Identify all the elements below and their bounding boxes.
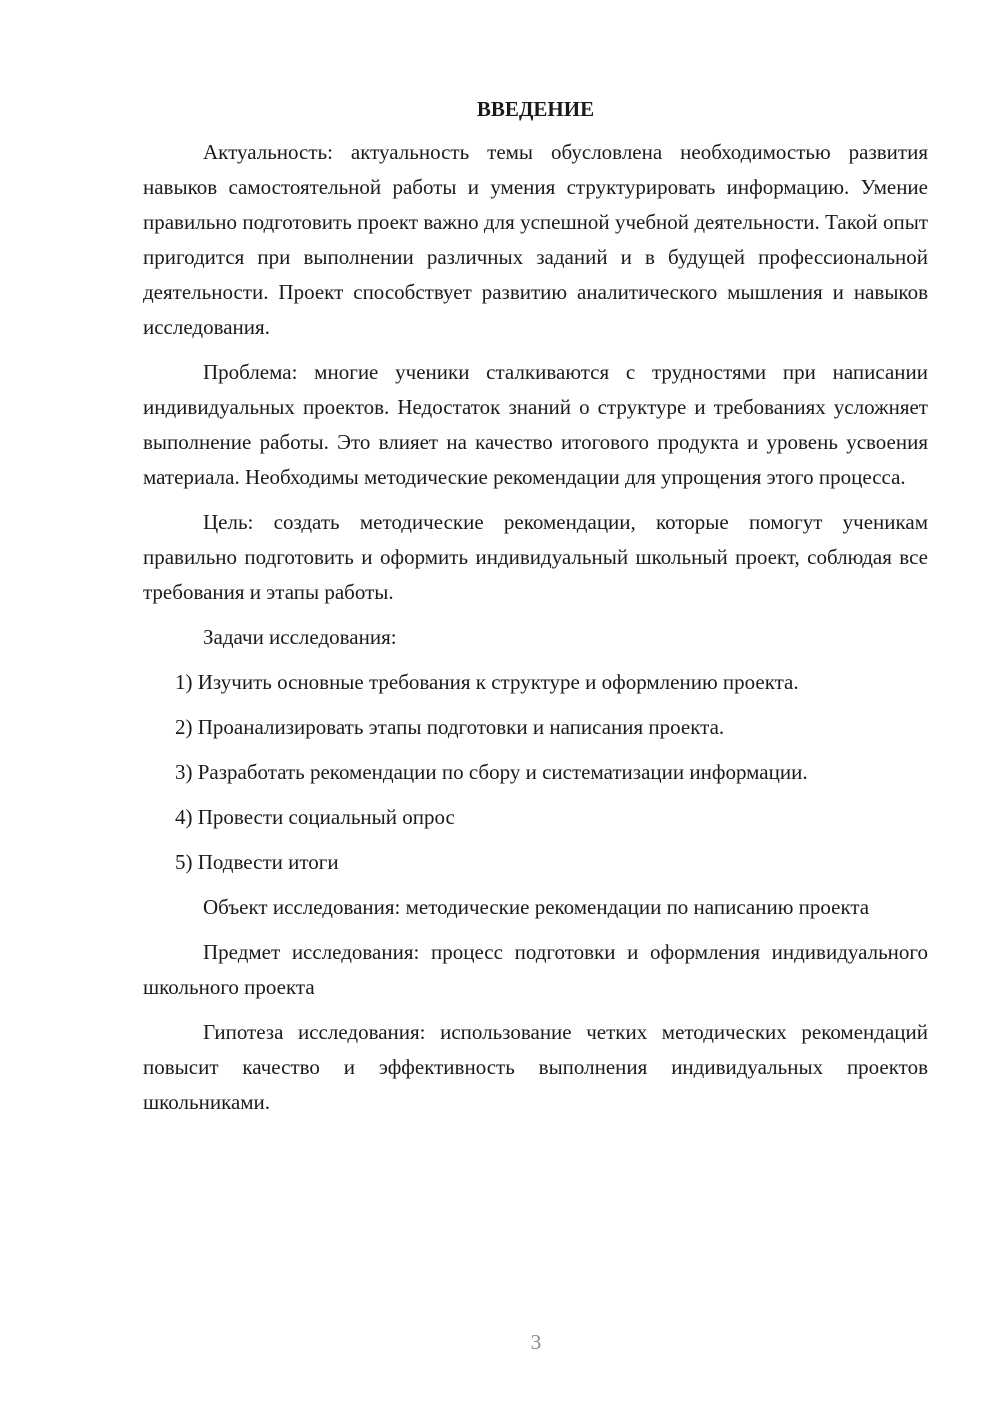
paragraph-hypothesis: Гипотеза исследования: использование четких методических рекомендаций повысит качество и эффективность выполнения индивидуальных проектов школьниками.: [143, 1020, 928, 1114]
task-item-1: 1) Изучить основные требования к структуре и оформлению проекта.: [175, 670, 799, 694]
paragraph-relevance: Актуальность: актуальность темы обусловлена необходимостью развития навыков самостоятельной работы и умения структурировать информацию. Умение правильно подготовить проект важно для успешной учебной деятельности. Такой опыт пригодится при выполнении различных заданий и в будущей профессиональной деятельности. Проект способствует развитию аналитического мышления и навыков исследования.: [143, 140, 928, 339]
task-item-5: 5) Подвести итоги: [175, 850, 339, 874]
paragraph-goal: Цель: создать методические рекомендации, которые помогут ученикам правильно подготовить и оформить индивидуальный школьный проект, соблюдая все требования и этапы работы.: [143, 510, 928, 604]
paragraph-problem: Проблема: многие ученики сталкиваются с трудностями при написании индивидуальных проектов. Недостаток знаний о структуре и требованиях усложняет выполнение работы. Это влияет на качество итогового продукта и уровень усвоения материала. Необходимы методические рекомендации для упрощения этого процесса.: [143, 360, 928, 489]
task-item-2: 2) Проанализировать этапы подготовки и написания проекта.: [175, 715, 725, 739]
paragraph-subject: Предмет исследования: процесс подготовки и оформления индивидуального школьного проекта: [143, 940, 928, 999]
task-item-3: 3) Разработать рекомендации по сбору и систематизации информации.: [175, 760, 808, 784]
paragraph-object: Объект исследования: методические рекомендации по написанию проекта: [203, 895, 870, 919]
page-number: 3: [530, 1330, 542, 1354]
paragraph-tasks-heading: Задачи исследования:: [203, 625, 397, 649]
page-content: [143, 92, 928, 1130]
section-title: ВВЕДЕНИЕ: [476, 97, 595, 121]
task-item-4: 4) Провести социальный опрос: [175, 805, 455, 829]
